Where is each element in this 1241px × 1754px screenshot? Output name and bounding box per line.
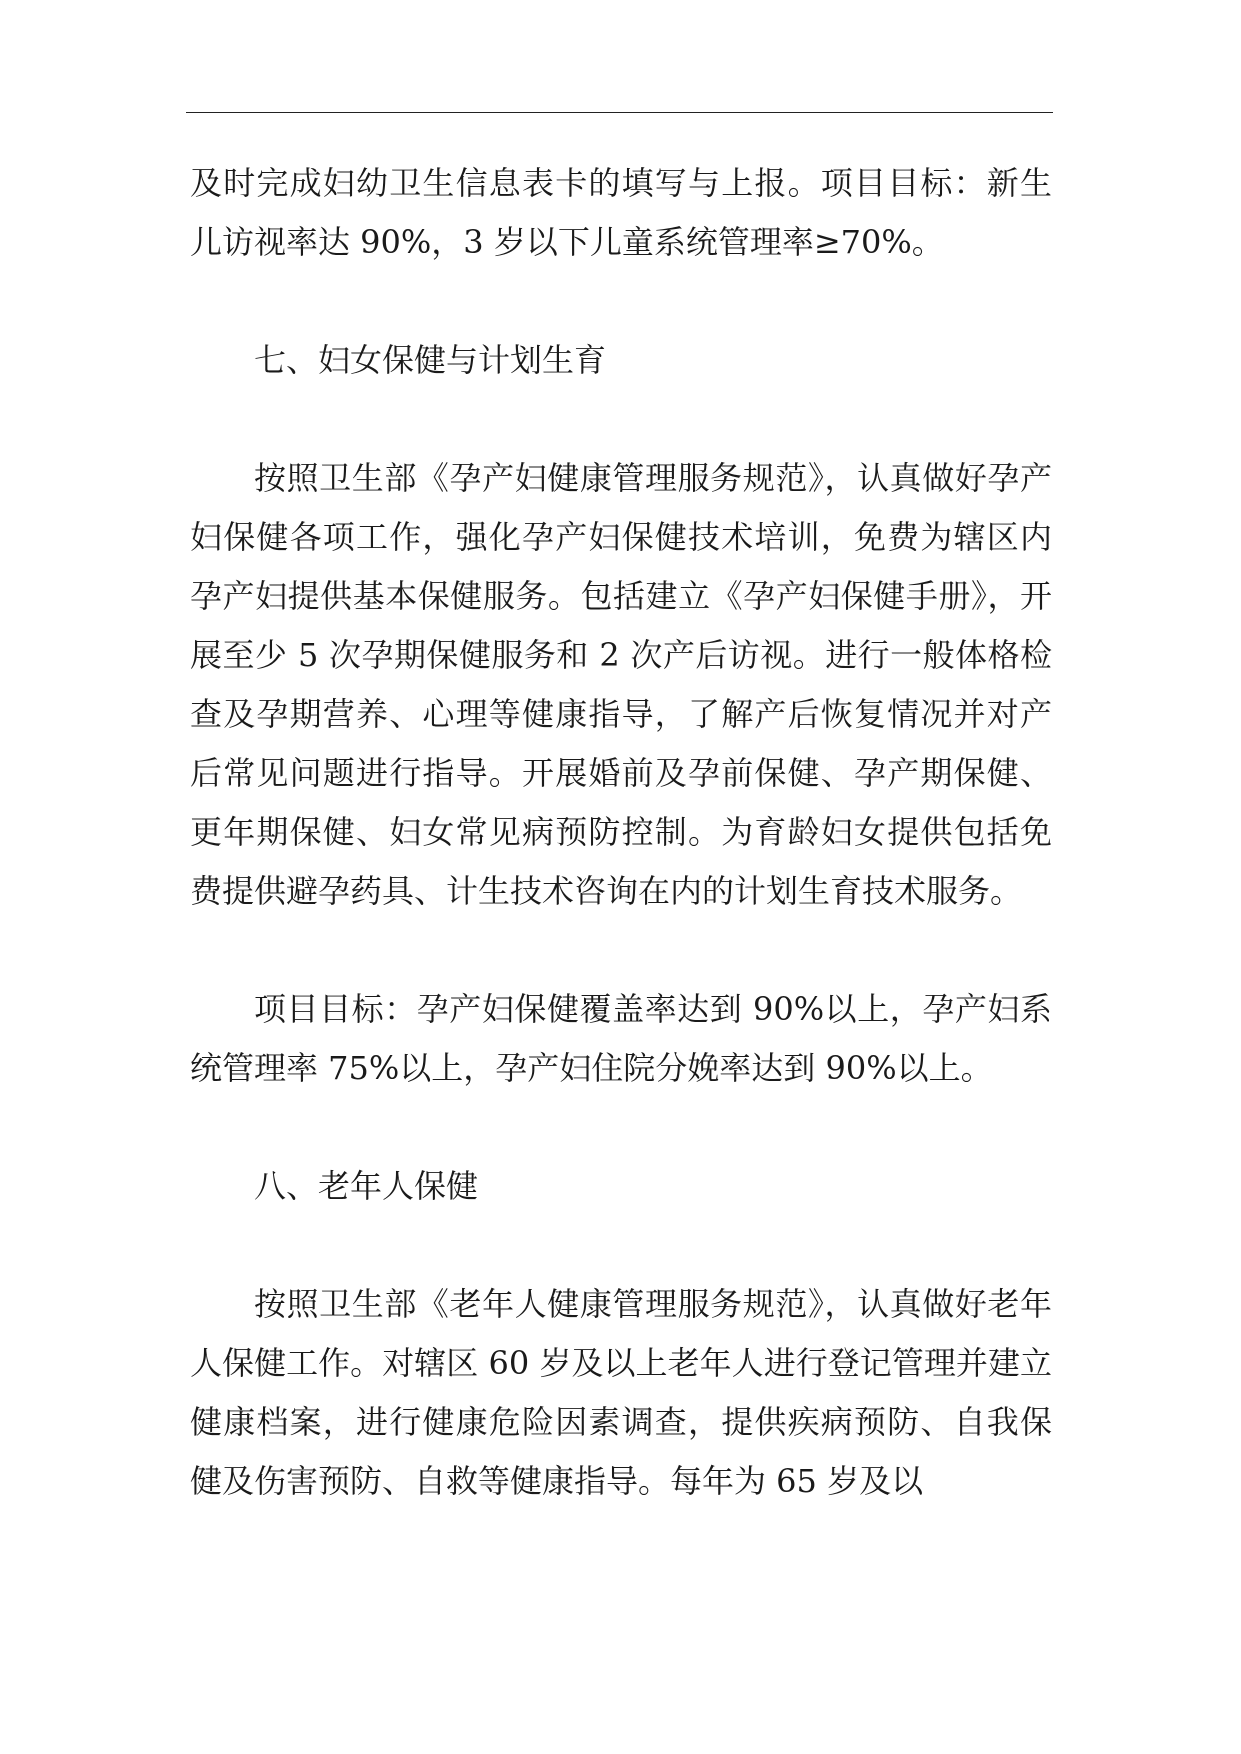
section-heading-8: 八、老年人保健 <box>254 1167 479 1205</box>
paragraph-elderly-care: 按照卫生部《老年人健康管理服务规范》，认真做好老年人保健工作。对辖区 60 岁及以上老年人进行登记管理并建立健康档案，进行健康危险因素调查，提供疾病预防、自我保健及伤害预防、自救等健康指导。每年为 65 岁及以 <box>190 1285 1052 1500</box>
paragraph-maternal-targets: 项目目标：孕产妇保健覆盖率达到 90%以上，孕产妇系统管理率 75%以上，孕产妇住院分娩率达到 90%以上。 <box>190 990 1052 1087</box>
paragraph-maternal-care: 按照卫生部《孕产妇健康管理服务规范》，认真做好孕产妇保健各项工作，强化孕产妇保健技术培训，免费为辖区内孕产妇提供基本保健服务。包括建立《孕产妇保健手册》，开展至少 5 次孕期保健服务和 2 次产后访视。进行一般体格检查及孕期营养、心理等健康指导，了解产后恢复情况并对产后常见问题进行指导。开展婚前及孕前保健、孕产期保健、更年期保健、妇女常见病预防控制。为育龄妇女提供包括免费提供避孕药具、计生技术咨询在内的计划生育技术服务。 <box>190 459 1052 910</box>
paragraph-continuation: 及时完成妇幼卫生信息表卡的填写与上报。项目目标：新生儿访视率达 90%，3 岁以下儿童系统管理率≥70%。 <box>190 164 1052 261</box>
section-heading-7: 七、妇女保健与计划生育 <box>254 341 607 379</box>
header-rule <box>186 112 1053 113</box>
document-body <box>190 154 1052 1511</box>
